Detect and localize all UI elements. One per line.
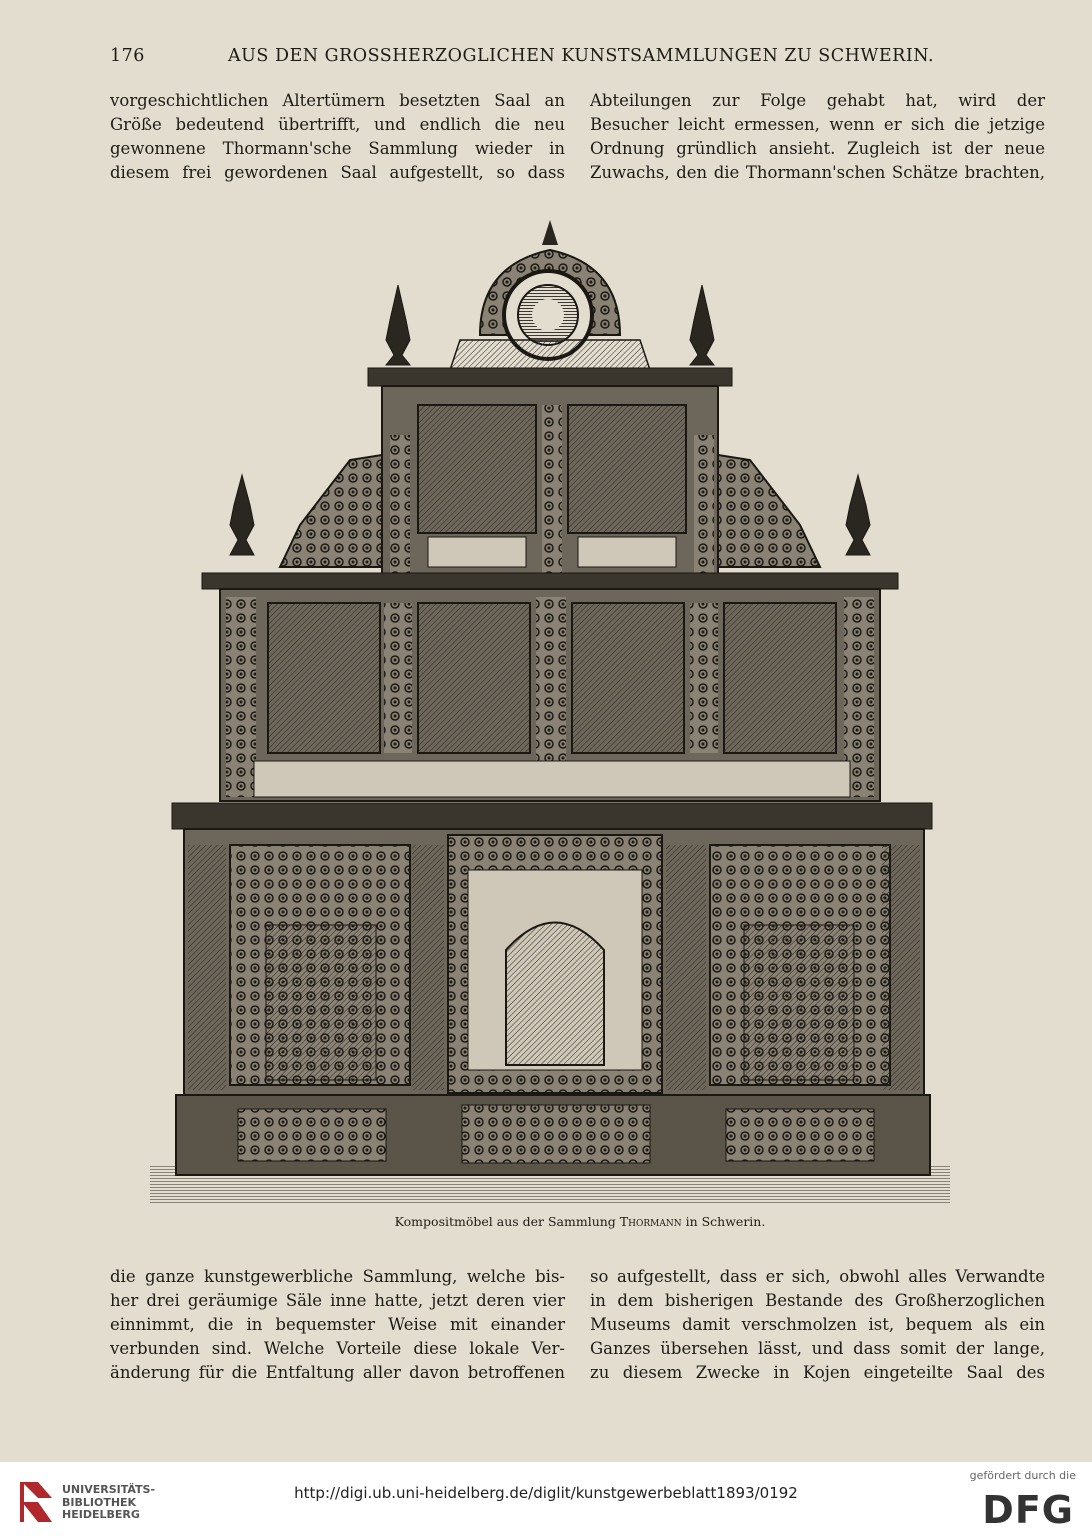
- caption-text: Kompositmöbel aus der Sammlung: [394, 1214, 616, 1229]
- running-title: AUS DEN GROSSHERZOGLICHEN KUNSTSAMMLUNGEN ZU SCHWERIN.: [228, 46, 935, 66]
- figure-caption: [110, 1214, 1050, 1229]
- library-line: UNIVERSITÄTS-: [62, 1483, 156, 1496]
- text-line: Zuwachs, den die Thormann'schen Schätze brachten,: [590, 163, 1045, 182]
- bottom-left-column: [110, 1265, 565, 1385]
- text-line: einnimmt, die in bequemster Weise mit einander: [110, 1315, 565, 1334]
- text-line: änderung für die Entfaltung aller davon betroffenen: [110, 1363, 565, 1382]
- top-cornice: [368, 368, 732, 386]
- clock-crest: [450, 220, 650, 370]
- text-line: Museums damit verschmolzen ist, bequem als ein: [590, 1315, 1045, 1334]
- text-line: Abteilungen zur Folge gehabt hat, wird der: [590, 91, 1045, 110]
- text-line: die ganze kunstgewerbliche Sammlung, welche bis-: [110, 1267, 565, 1286]
- text-line: in dem bisherigen Bestande des Großherzoglichen: [590, 1291, 1045, 1310]
- top-right-column: [590, 89, 1045, 185]
- text-line: Ganzes übersehen lässt, und dass somit der lange,: [590, 1339, 1045, 1358]
- middle-section: [220, 589, 880, 801]
- text-line: zu diesem Zwecke in Kojen eingeteilte Saal des: [590, 1363, 1045, 1382]
- cabinet-illustration: [150, 205, 950, 1210]
- source-url-link[interactable]: http://digi.ub.uni-heidelberg.de/diglit/kunstgewerbeblatt1893/0192: [294, 1484, 798, 1502]
- text-line: gewonnene Thormann'sche Sammlung wieder in: [110, 139, 565, 158]
- caption-text-end: in Schwerin.: [685, 1214, 766, 1229]
- caption-name: Thormann: [619, 1214, 682, 1229]
- dfg-logo: DFG: [982, 1488, 1074, 1532]
- upper-section: [382, 386, 718, 576]
- text-line: so aufgestellt, dass er sich, obwohl alles Verwandte: [590, 1267, 1045, 1286]
- base-plinth: [176, 1095, 930, 1175]
- bottom-right-column: [590, 1265, 1045, 1385]
- top-left-column: [110, 89, 565, 185]
- middle-cornice: [202, 573, 898, 589]
- text-line: her drei geräumige Säle inne hatte, jetzt deren vier: [110, 1291, 565, 1310]
- text-line: verbunden sind. Welche Vorteile diese lokale Ver-: [110, 1339, 565, 1358]
- lower-cornice: [172, 803, 932, 829]
- lower-section: [184, 829, 924, 1095]
- text-line: Größe bedeutend übertrifft, und endlich die neu: [110, 115, 565, 134]
- library-line: HEIDELBERG: [62, 1508, 140, 1521]
- library-line: BIBLIOTHEK: [62, 1495, 137, 1509]
- text-line: Ordnung gründlich ansieht. Zugleich ist der neue: [590, 139, 1045, 158]
- text-line: diesem frei gewordenen Saal aufgestellt, so dass: [110, 163, 565, 182]
- text-line: Besucher leicht ermessen, wenn er sich die jetzige: [590, 115, 1045, 134]
- text-line: vorgeschichtlichen Altertümern besetzten Saal an: [110, 91, 565, 110]
- page-number: 176: [110, 46, 145, 66]
- running-header: [110, 46, 950, 72]
- funded-by-label: gefördert durch die: [969, 1469, 1076, 1482]
